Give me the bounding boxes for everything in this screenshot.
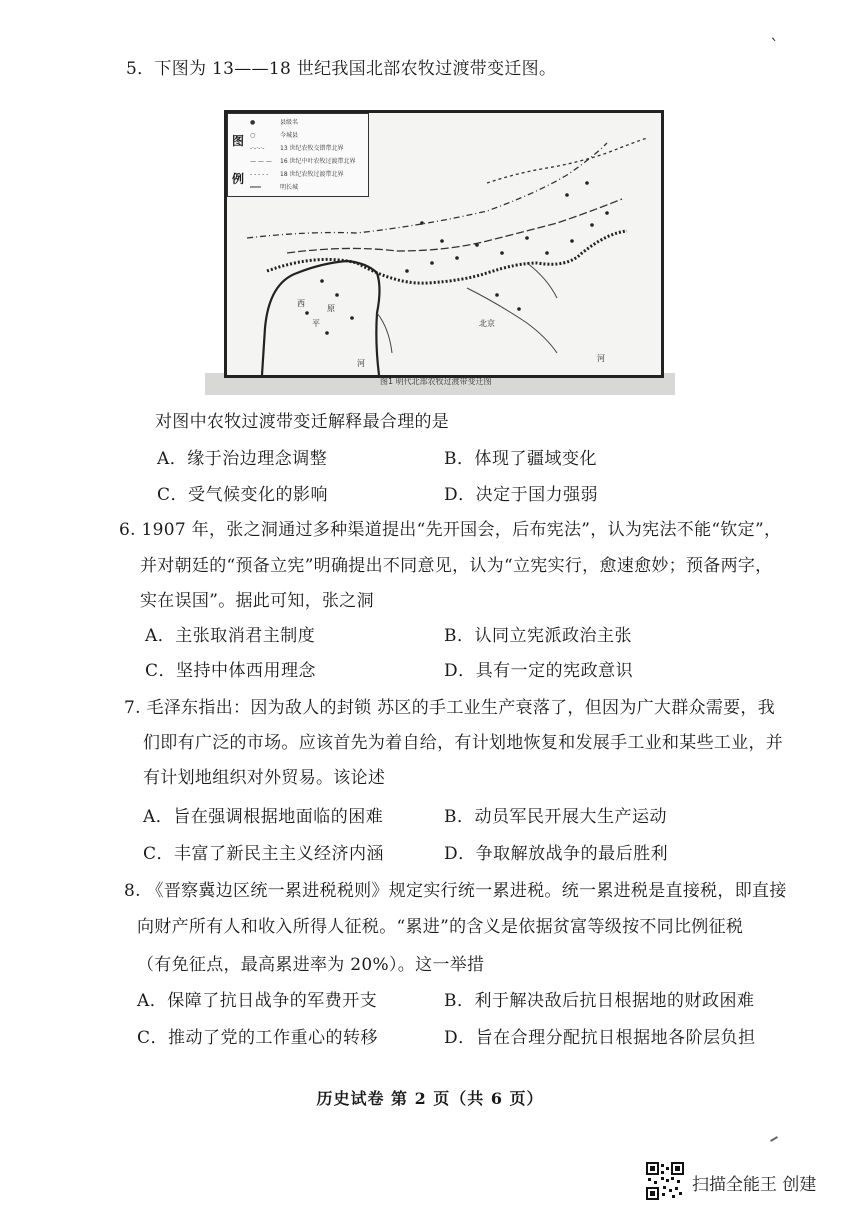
q6-line-1: 6. 1907 年，张之洞通过多种渠道提出“先开国会，后布宪法”，认为宪法不能“钦定”， xyxy=(119,520,782,540)
legend-title: 图例 xyxy=(232,134,245,186)
legend-row: ━━━ 明长城 xyxy=(250,181,366,194)
map-legend xyxy=(227,113,369,197)
short-dash-line-icon: - - - - - xyxy=(250,171,269,178)
q5-option-a: A．缘于治边理念调整 xyxy=(157,449,328,469)
wall-line-icon: ━━━ xyxy=(250,184,261,191)
map-label-he: 河 xyxy=(357,359,365,368)
map-label-ping: 平 xyxy=(312,319,320,328)
q8-option-c: C．推动了党的工作重心的转移 xyxy=(137,1028,379,1048)
map-label-he-bottom: 河 xyxy=(597,354,605,363)
q8-option-d: D．旨在合理分配抗日根据地各阶层负担 xyxy=(444,1028,756,1048)
dash-dot-line-icon: -·-·-·- xyxy=(250,145,265,152)
q8-option-b: B．利于解决敌后抗日根据地的财政困难 xyxy=(444,991,755,1011)
circle-symbol-icon: ○ xyxy=(250,132,256,139)
q6-option-d: D．具有一定的宪政意识 xyxy=(444,661,634,681)
dot-symbol-icon: ● xyxy=(250,119,256,126)
page-footer: 历史试卷 第 2 页（共 6 页） xyxy=(316,1089,544,1108)
q7-line-3: 有计划地组织对外贸易。该论述 xyxy=(143,768,386,788)
qr-code-icon xyxy=(646,1162,684,1200)
q5-option-b: B．体现了疆域变化 xyxy=(444,449,597,469)
legend-row: ● 县级名 xyxy=(250,116,366,129)
legend-row: ○ 今城县 xyxy=(250,129,366,142)
legend-row: - - - - - 18 世纪农牧过渡带北界 xyxy=(250,168,366,181)
q8-line-3: （有免征点，最高累进率为 20%）。这一举措 xyxy=(137,955,485,975)
q7-option-a: A．旨在强调根据地面临的困难 xyxy=(143,807,384,827)
q7-option-c: C．丰富了新民主主义经济内涵 xyxy=(143,844,385,864)
corner-mark: ˋ xyxy=(770,36,779,57)
q5-option-d: D．决定于国力强弱 xyxy=(444,485,599,505)
long-dash-line-icon: — — — xyxy=(250,158,272,165)
map-label-yuan: 原 xyxy=(327,304,335,313)
boundary-18c xyxy=(487,138,647,183)
boundary-16c xyxy=(287,199,622,253)
river-central xyxy=(377,313,392,353)
q8-line-1: 8. 《晋察冀边区统一累进税税则》规定实行统一累进税。统一累进税是直接税，即直接 xyxy=(124,881,787,901)
great-wall-line xyxy=(267,231,627,283)
q8-option-a: A．保障了抗日战争的军费开支 xyxy=(137,991,378,1011)
map-label-beijing: 北京 xyxy=(479,319,495,328)
q7-line-1: 7. 毛泽东指出：因为敌人的封锁 苏区的手工业生产衰落了，但因为广大群众需要，我 xyxy=(124,698,776,718)
legend-row: -·-·-·- 13 世纪农牧交错带北界 xyxy=(250,142,366,155)
scanner-watermark: 扫描全能王 创建 xyxy=(692,1175,817,1195)
q7-option-b: B．动员军民开展大生产运动 xyxy=(444,807,667,827)
map-caption: 图1 明代北部农牧过渡带变迁图 xyxy=(380,377,492,386)
legend-row: — — — 16 世纪中叶农牧过渡带北界 xyxy=(250,155,366,168)
q6-line-2: 并对朝廷的“预备立宪”明确提出不同意见，认为“立宪实行，愈速愈妙；预备两字， xyxy=(140,556,773,576)
q8-line-2: 向财产所有人和收入所得人征税。“累进”的含义是依据贫富等级按不同比例征税 xyxy=(137,917,744,937)
q5-question: 对图中农牧过渡带变迁解释最合理的是 xyxy=(155,412,450,432)
q6-option-b: B．认同立宪派政治主张 xyxy=(444,626,632,646)
scan-artifact xyxy=(770,1136,778,1142)
q6-line-3: 实在误国”。据此可知，张之洞 xyxy=(140,591,374,611)
q7-line-2: 们即有广泛的市场。应该首先为着自给，有计划地恢复和发展手工业和某些工业，并 xyxy=(143,733,784,753)
county-dots xyxy=(305,181,609,335)
q6-option-c: C．坚持中体西用理念 xyxy=(145,661,317,681)
river-east-2 xyxy=(527,263,557,298)
q6-option-a: A．主张取消君主制度 xyxy=(145,626,316,646)
q5-stem: 5．下图为 13——18 世纪我国北部农牧过渡带变迁图。 xyxy=(126,59,557,79)
q7-option-d: D．争取解放战争的最后胜利 xyxy=(444,844,669,864)
q5-option-c: C．受气候变化的影响 xyxy=(157,485,329,505)
map-label-xi: 西 xyxy=(297,299,305,308)
